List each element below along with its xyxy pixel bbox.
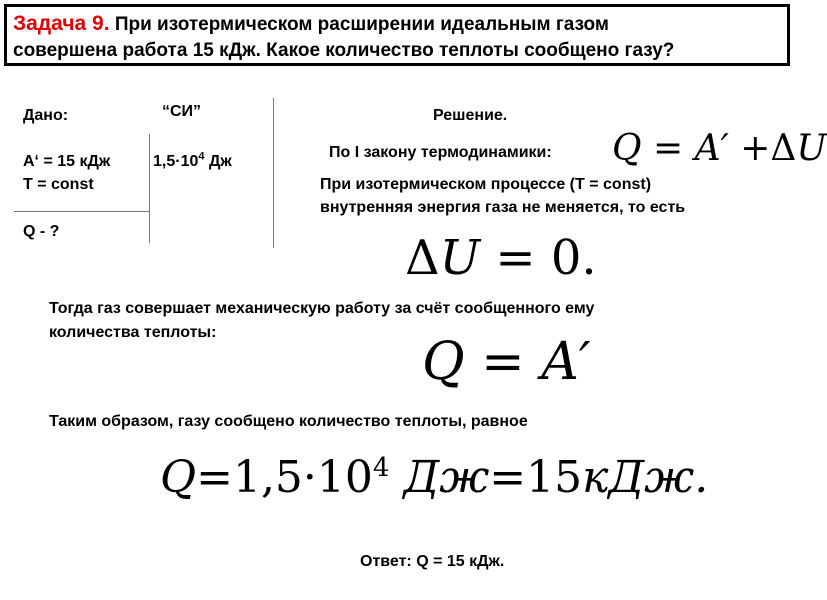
task-text-1: При изотермическом расширении идеальным газом: [109, 14, 609, 35]
given-table-vertical-line: [149, 134, 150, 243]
answer-text: Ответ: Q = 15 кДж.: [360, 553, 505, 570]
formula-delta: Δ: [405, 230, 440, 286]
first-law-formula: [612, 128, 827, 169]
formula-equals: =: [196, 452, 233, 503]
si-value-exponent: 4: [198, 150, 205, 163]
result-exponent: 4: [372, 453, 390, 483]
task-title-line-2: совершена работа 15 кДж. Какое количество теплоты сообщено газу?: [13, 40, 675, 61]
solution-divider-line: [273, 98, 274, 248]
si-value-mantissa: 1,5·10: [153, 153, 199, 170]
si-value: [153, 150, 232, 171]
result-value: 15: [526, 452, 583, 503]
formula-q: Q: [612, 128, 642, 169]
result-formula: [160, 452, 708, 503]
given-table-horizontal-line: [14, 211, 150, 212]
formula-plus: +: [740, 128, 771, 169]
formula-a-prime: A′: [694, 128, 729, 169]
formula-a-prime: A′: [541, 332, 591, 392]
formula-delta: Δ: [770, 128, 797, 169]
solution-header: Решение.: [433, 107, 508, 124]
work-text-line-1: Тогда газ совершает механическую работу за счёт сообщенного ему: [49, 300, 595, 317]
given-work: А‘ = 15 кДж: [23, 153, 111, 170]
task-number: Задача 9.: [13, 12, 110, 35]
formula-u: U: [439, 230, 481, 286]
conclusion-text: Таким образом, газу сообщено количество теплоты, равное: [49, 413, 528, 430]
result-unit-kj: кДж.: [582, 452, 709, 503]
formula-zero: 0.: [550, 230, 597, 286]
formula-equals: =: [495, 230, 536, 286]
result-unit-j: Дж: [403, 452, 490, 503]
formula-equals: =: [652, 128, 684, 169]
delta-u-zero-formula: [405, 230, 597, 286]
si-value-unit: Дж: [204, 153, 232, 170]
isothermal-text-line-2: внутренняя энергия газа не меняется, то есть: [320, 199, 686, 216]
task-title-box: [4, 4, 790, 66]
result-mantissa: 1,5·10: [232, 452, 373, 503]
given-header: Дано:: [23, 107, 69, 124]
formula-q: Q: [160, 452, 197, 503]
si-header: “СИ”: [162, 103, 202, 120]
isothermal-text-line-1: При изотермическом процессе (Т = const): [320, 176, 652, 193]
given-temperature: Т = const: [23, 176, 94, 193]
formula-u: U: [796, 128, 827, 169]
formula-q: Q: [422, 332, 465, 392]
given-find: Q - ?: [23, 223, 60, 240]
task-title-line-1: [13, 12, 609, 36]
formula-equals: =: [481, 332, 525, 392]
formula-equals: =: [489, 452, 527, 503]
q-equals-a-formula: [422, 332, 591, 392]
first-law-label: По I закону термодинамики:: [329, 144, 552, 161]
work-text-line-2: количества теплоты:: [49, 324, 217, 341]
